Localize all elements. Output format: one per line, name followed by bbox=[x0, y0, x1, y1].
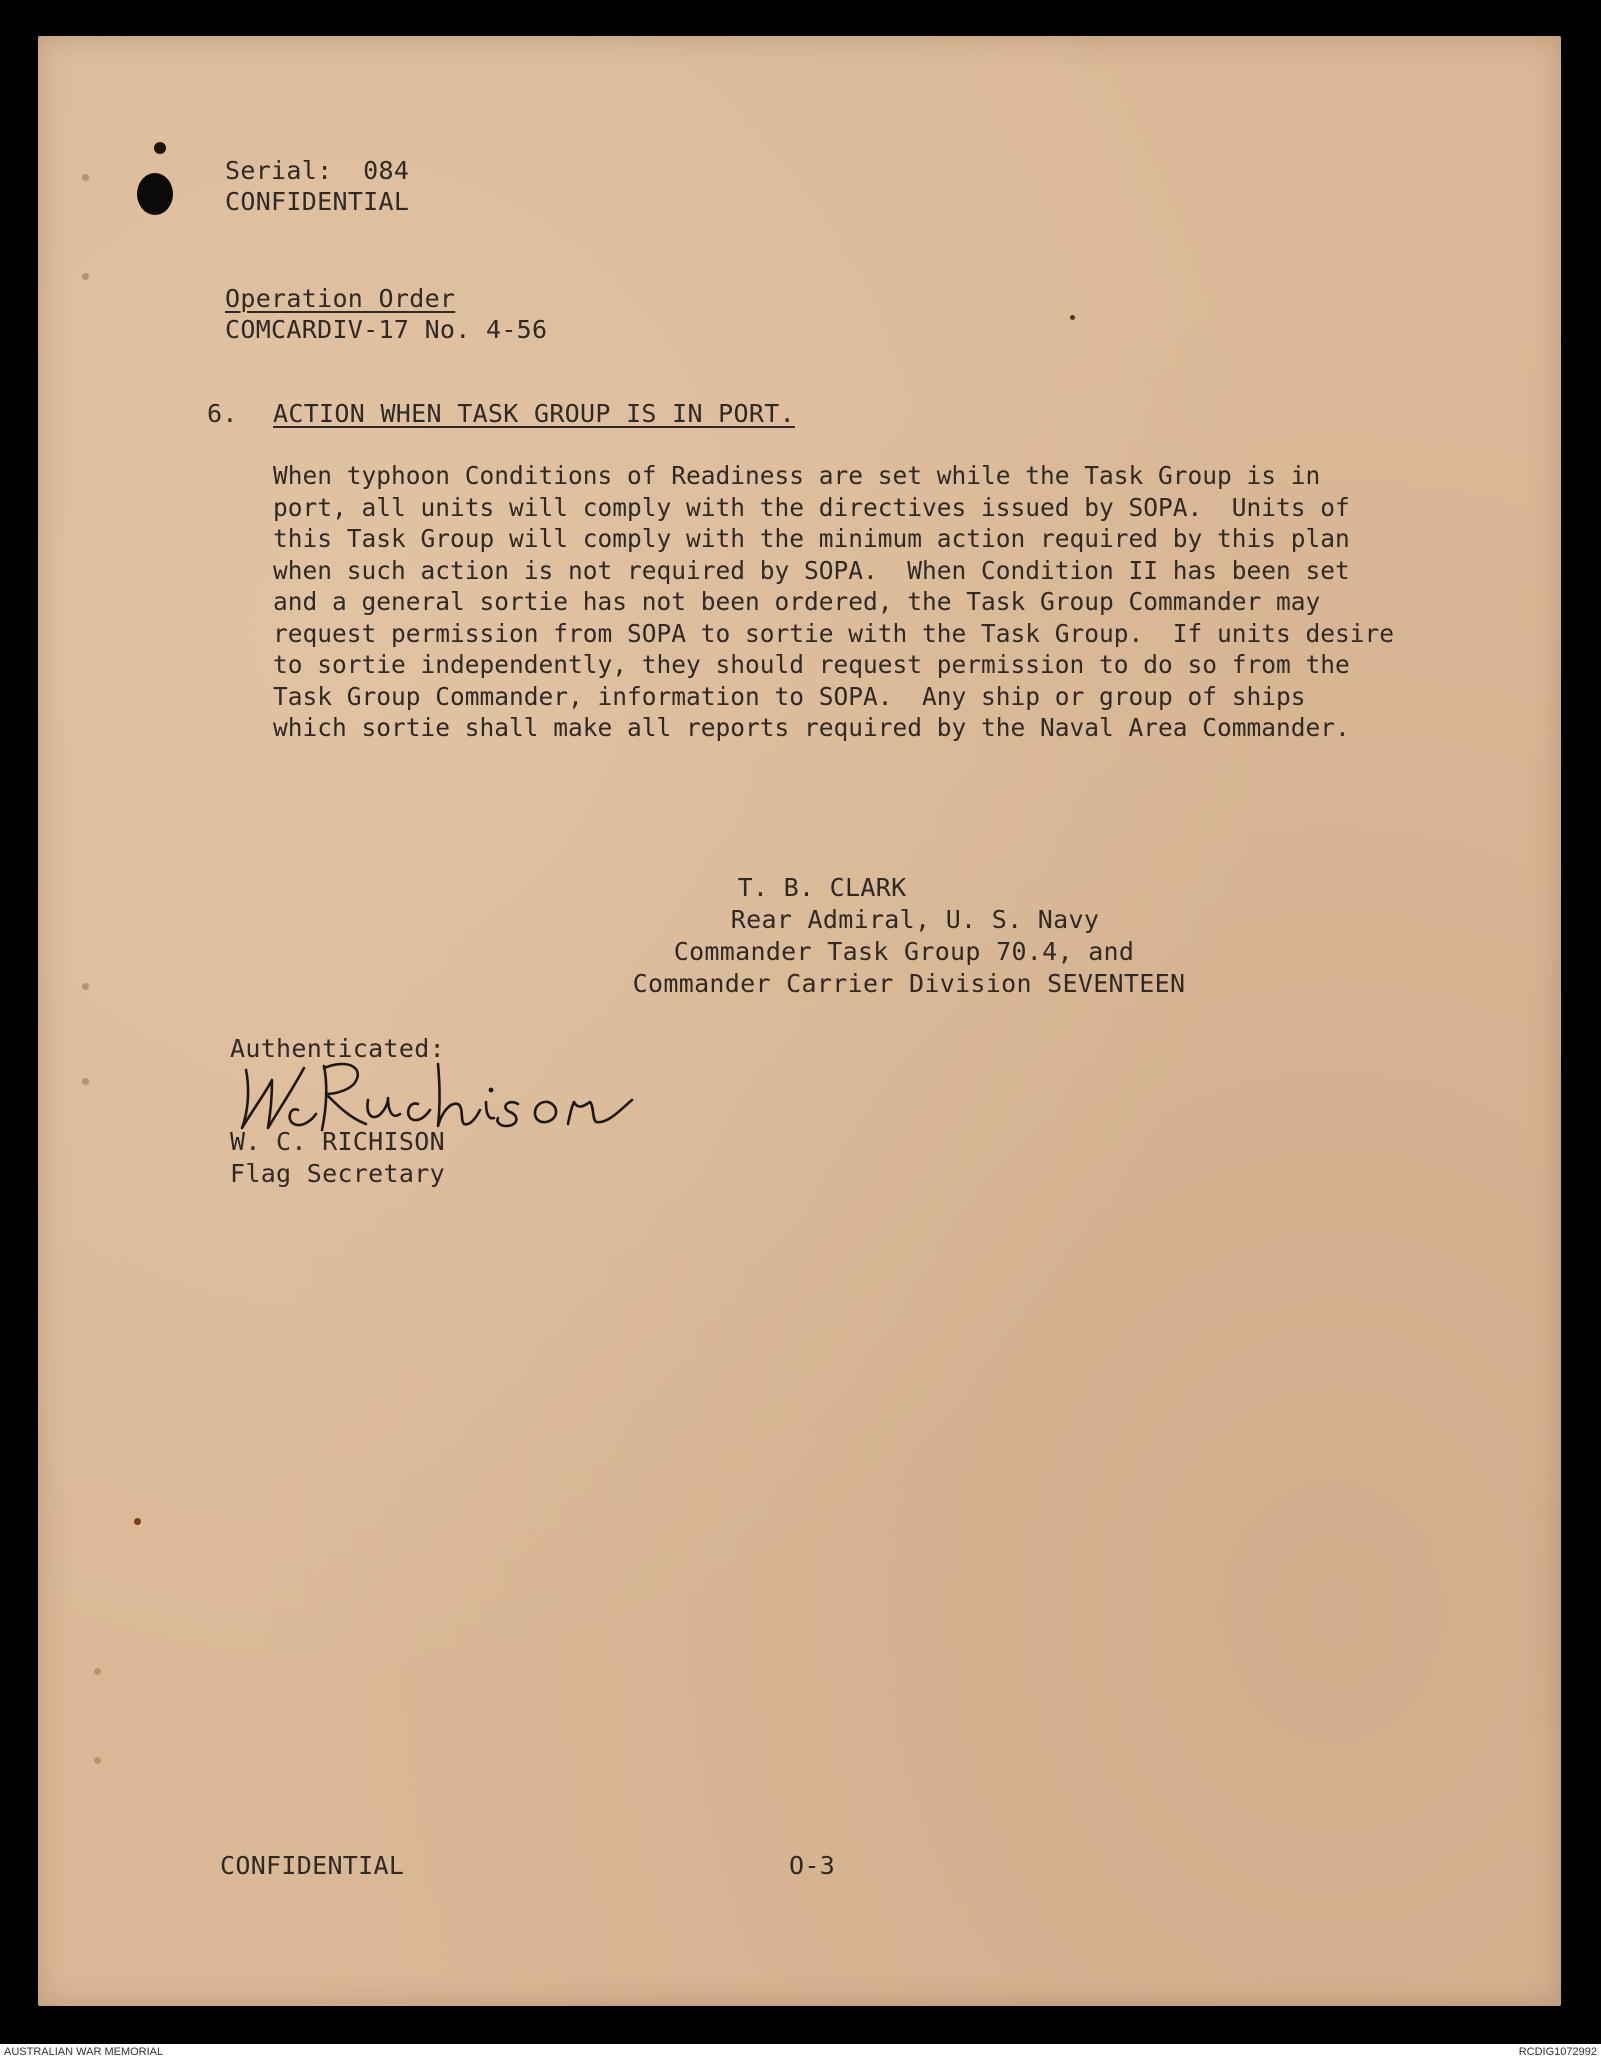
archive-id: RCDIG1072992 bbox=[1518, 2046, 1597, 2058]
section-number: 6. bbox=[207, 399, 238, 428]
body-line: Task Group Commander, information to SOPA. Any ship or group of ships bbox=[273, 681, 1306, 711]
body-line: when such action is not required by SOPA. When Condition II has been set bbox=[273, 555, 1350, 585]
order-title: Operation Order bbox=[225, 284, 456, 313]
body-line: request permission from SOPA to sortie with the Task Group. If units desire bbox=[273, 618, 1395, 648]
punch-hole bbox=[137, 173, 173, 215]
paper-damage-mark bbox=[154, 142, 166, 154]
signatory-rank: Rear Admiral, U. S. Navy bbox=[730, 905, 1100, 934]
archive-footer bbox=[0, 2044, 1601, 2061]
classification-top: CONFIDENTIAL bbox=[225, 187, 410, 216]
authenticator-name: W. C. RICHISON bbox=[230, 1127, 445, 1156]
body-line: which sortie shall make all reports required by the Naval Area Commander. bbox=[273, 713, 1350, 742]
signatory-title-2: Commander Carrier Division SEVENTEEN bbox=[632, 969, 1186, 998]
margin-speck bbox=[94, 1757, 101, 1764]
body-line: this Task Group will comply with the minimum action required by this plan bbox=[273, 524, 1350, 553]
classification-bottom: CONFIDENTIAL bbox=[220, 1851, 405, 1880]
margin-speck bbox=[1070, 315, 1075, 320]
body-line: to sortie independently, they should request permission to do so from the bbox=[273, 650, 1350, 679]
margin-speck bbox=[82, 1078, 89, 1085]
section-heading: ACTION WHEN TASK GROUP IS IN PORT. bbox=[273, 399, 795, 428]
signatory-title-1: Commander Task Group 70.4, and bbox=[673, 937, 1135, 966]
signatory-name: T. B. CLARK bbox=[737, 873, 907, 902]
order-number: COMCARDIV-17 No. 4-56 bbox=[225, 315, 548, 344]
margin-speck bbox=[82, 273, 89, 280]
section-body bbox=[273, 460, 1394, 744]
authenticated-label: Authenticated: bbox=[230, 1034, 445, 1063]
margin-speck bbox=[82, 983, 89, 990]
page-number: O-3 bbox=[789, 1851, 836, 1880]
body-line: When typhoon Conditions of Readiness are set while the Task Group is in bbox=[273, 461, 1321, 490]
archive-credit: AUSTRALIAN WAR MEMORIAL bbox=[4, 2046, 164, 2058]
margin-speck bbox=[94, 1668, 101, 1675]
margin-speck bbox=[134, 1518, 141, 1525]
authenticator-title: Flag Secretary bbox=[230, 1159, 445, 1188]
serial-number: Serial: 084 bbox=[225, 156, 410, 185]
body-line: and a general sortie has not been ordered, the Task Group Commander may bbox=[273, 587, 1321, 616]
margin-speck bbox=[82, 174, 89, 181]
body-line: port, all units will comply with the directives issued by SOPA. Units of bbox=[273, 492, 1350, 522]
